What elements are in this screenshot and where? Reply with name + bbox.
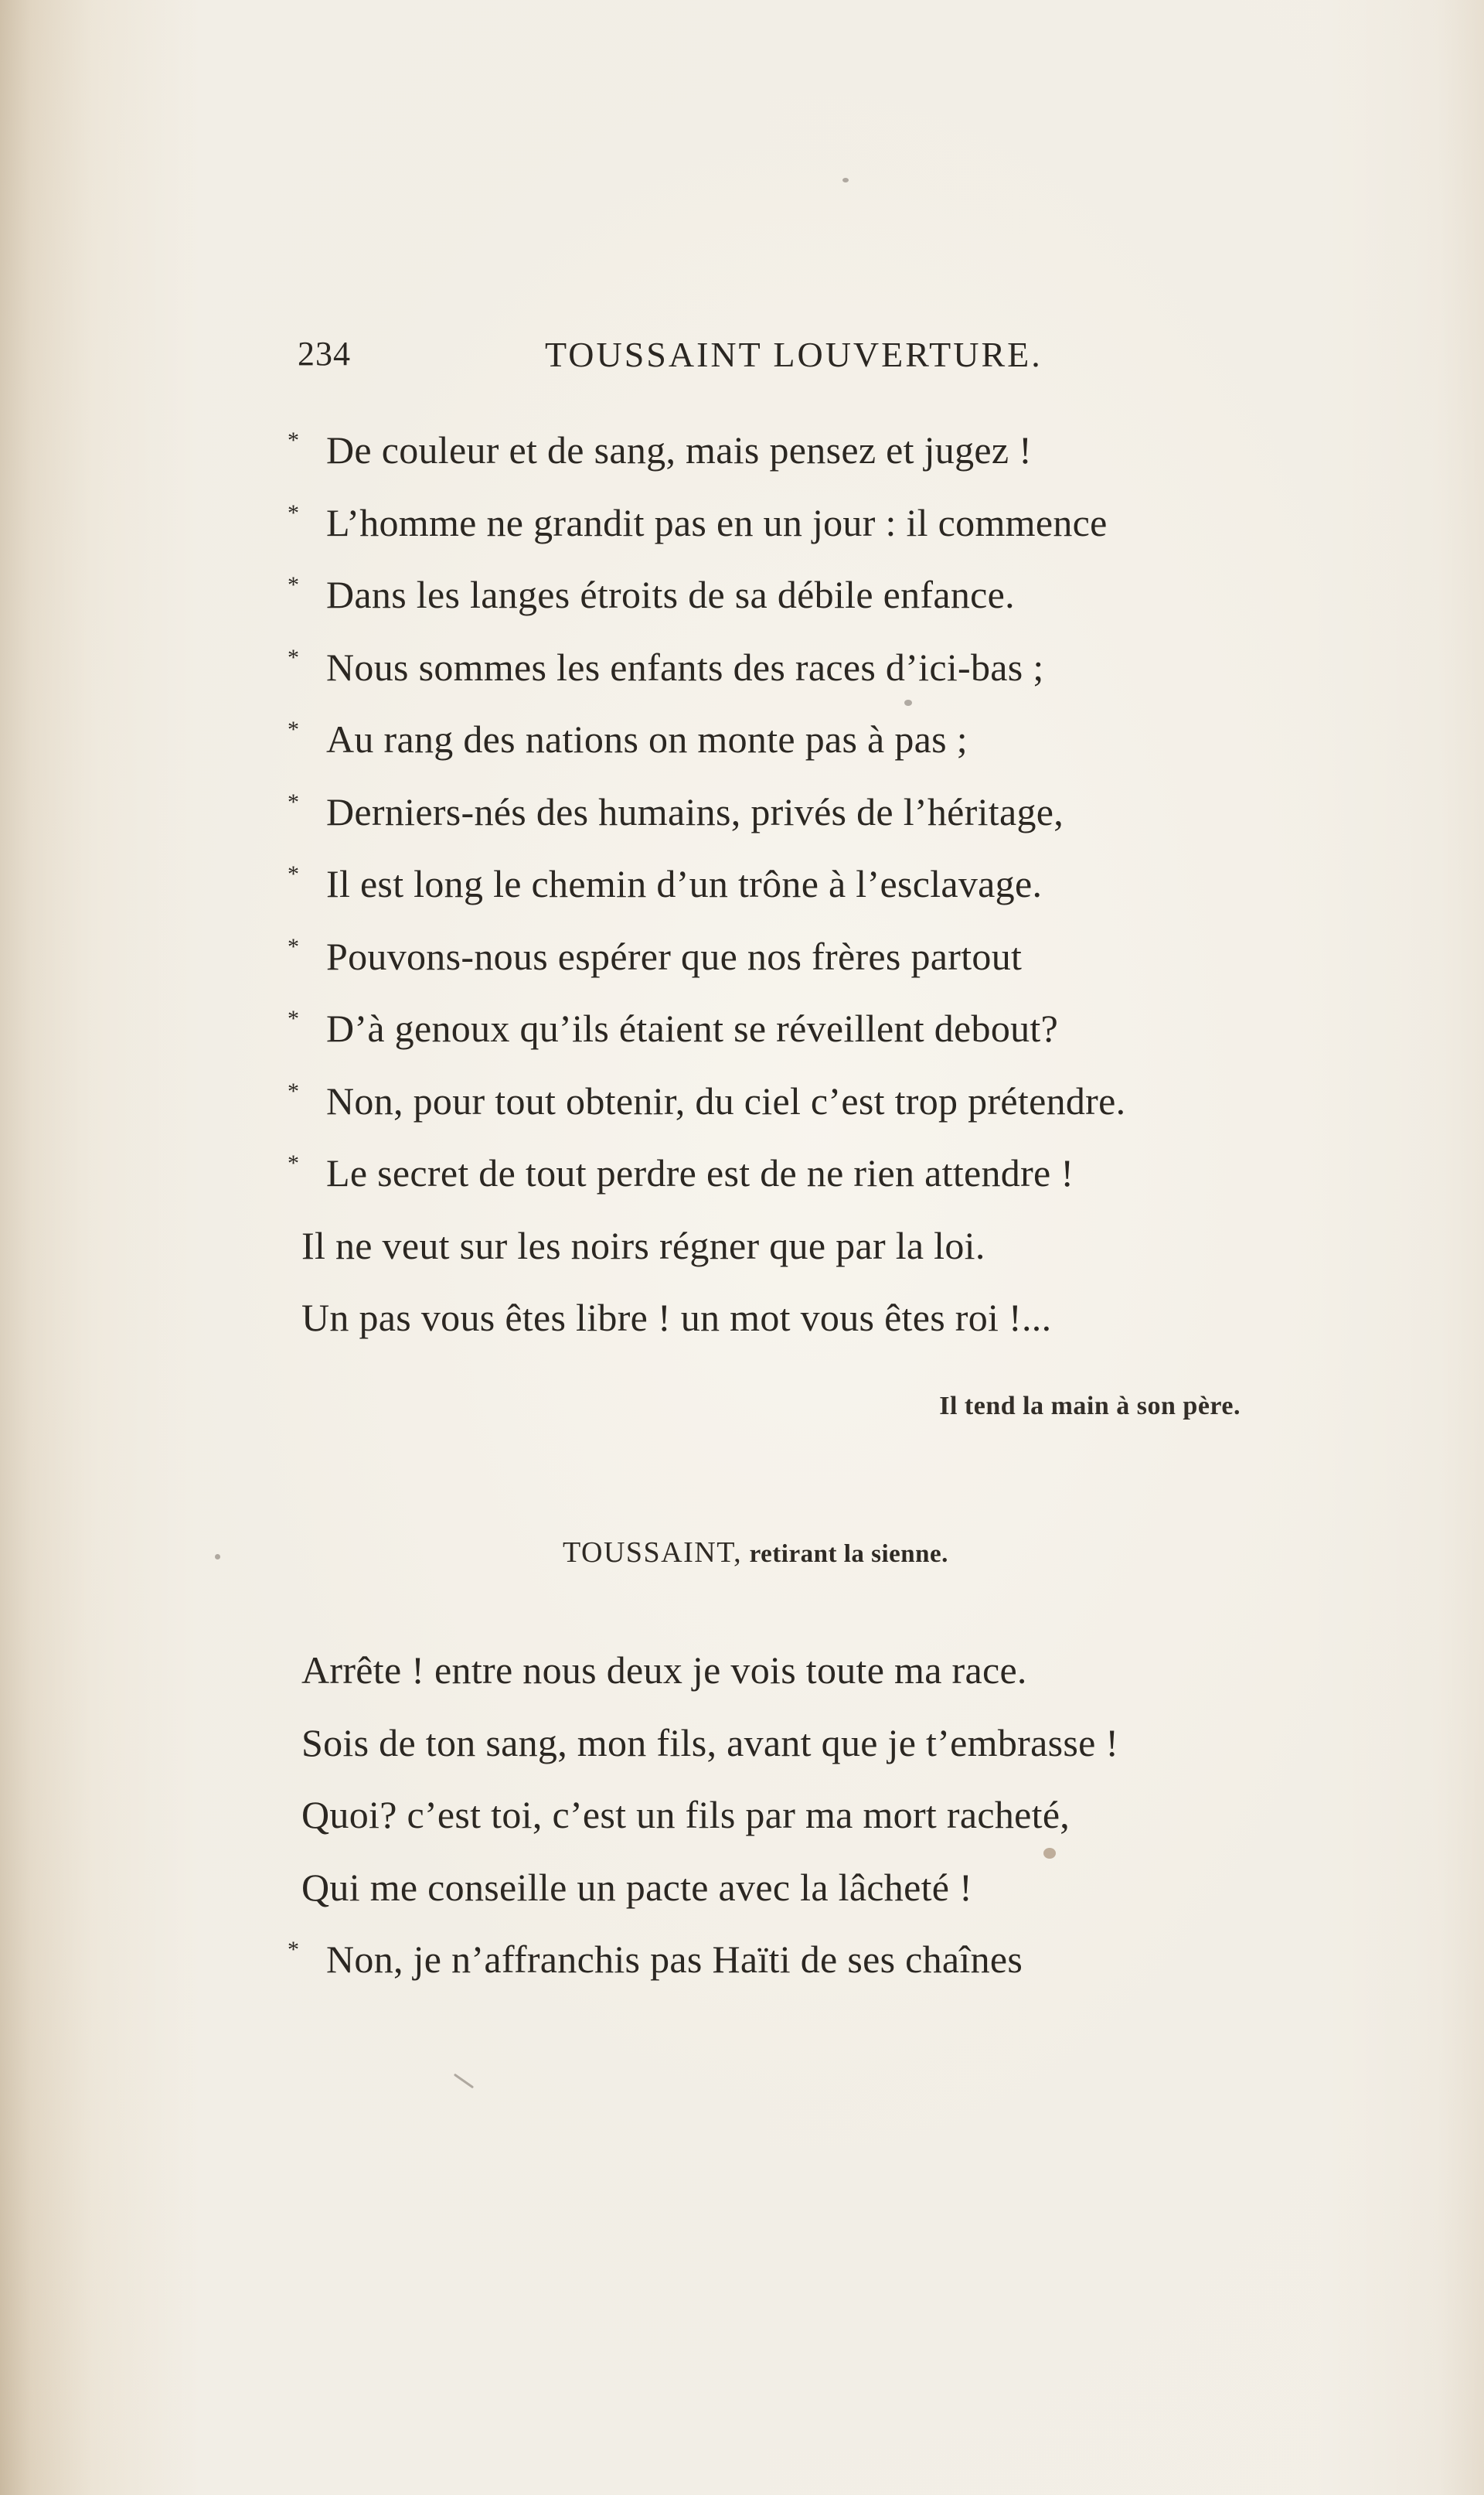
verse-line	[288, 571, 1292, 644]
verse-text: Quoi? c’est toi, c’est un fils par ma mort racheté,	[301, 1793, 1070, 1836]
paper-speck	[904, 700, 912, 706]
verse-marker: *	[288, 1006, 300, 1031]
verse-line	[288, 933, 1292, 1006]
verse-text: Un pas vous êtes libre ! un mot vous êtes roi !...	[301, 1296, 1052, 1339]
verse-marker: *	[288, 1937, 300, 1962]
verse-text: Pouvons-nous espérer que nos frères partout	[326, 934, 1023, 978]
verse-line	[288, 1078, 1292, 1150]
verse-line	[288, 1222, 1292, 1295]
verse-line	[288, 1936, 1292, 2009]
verse-text: Arrête ! entre nous deux je vois toute ma race.	[301, 1648, 1027, 1692]
verse-text: Nous sommes les enfants des races d’ici-bas ;	[326, 645, 1044, 689]
verse-text: Qui me conseille un pacte avec la lâcheté !	[301, 1865, 973, 1909]
verse-text: Sois de ton sang, mon fils, avant que je t’embrasse !	[301, 1720, 1119, 1764]
paper-speck	[1043, 1848, 1056, 1859]
verse-text: Dans les langes étroits de sa débile enfance.	[326, 573, 1015, 616]
paper-speck	[454, 2074, 474, 2089]
verse-block	[288, 427, 1292, 1367]
verse-marker: *	[288, 717, 300, 742]
paper-speck	[842, 178, 849, 182]
verse-marker: *	[288, 1078, 300, 1104]
verse-line	[288, 1005, 1292, 1078]
paper-speck	[215, 1554, 220, 1559]
verse-marker: *	[288, 428, 300, 453]
verse-line	[288, 716, 1292, 789]
verse-block	[288, 1647, 1292, 2009]
running-title: TOUSSAINT LOUVERTURE.	[545, 335, 1043, 374]
verse-text: Il est long le chemin d’un trône à l’esclavage.	[326, 862, 1043, 905]
verse-line	[288, 1647, 1292, 1720]
verse-line	[288, 1720, 1292, 1792]
speaker-direction: retirant la sienne.	[749, 1540, 948, 1568]
verse-line	[288, 789, 1292, 861]
speaker-name: TOUSSAINT,	[563, 1536, 743, 1569]
verse-marker: *	[288, 644, 300, 670]
verse-text: Derniers-nés des humains, privés de l’héritage,	[326, 789, 1064, 833]
verse-text: Le secret de tout perdre est de ne rien attendre !	[326, 1151, 1074, 1195]
verse-text: Au rang des nations on monte pas à pas ;	[326, 717, 968, 761]
verse-marker: *	[288, 572, 300, 598]
verse-marker: *	[288, 789, 300, 815]
verse-line	[288, 1864, 1292, 1937]
verse-marker: *	[288, 499, 300, 526]
verse-text: D’à genoux qu’ils étaient se réveillent debout?	[326, 1007, 1059, 1050]
page-header	[298, 334, 1086, 380]
verse-marker: *	[288, 933, 300, 959]
page-number: 234	[298, 335, 351, 373]
verse-line	[288, 1791, 1292, 1864]
verse-text: Non, je n’affranchis pas Haïti de ses chaînes	[326, 1938, 1023, 1981]
verse-line	[288, 1150, 1292, 1222]
verse-text: De couleur et de sang, mais pensez et jugez !	[326, 428, 1033, 472]
verse-text: Non, pour tout obtenir, du ciel c’est trop prétendre.	[326, 1079, 1126, 1123]
verse-line	[288, 861, 1292, 933]
verse-marker: *	[288, 1150, 300, 1176]
verse-line	[288, 644, 1292, 717]
verse-text: Il ne veut sur les noirs régner que par la loi.	[301, 1223, 985, 1267]
stage-direction: Il tend la main à son père.	[939, 1392, 1241, 1420]
verse-line	[288, 427, 1292, 499]
verse-line	[288, 499, 1292, 572]
verse-marker: *	[288, 861, 300, 887]
verse-line	[288, 1294, 1292, 1367]
speaker-heading	[563, 1536, 948, 1570]
verse-text: L’homme ne grandit pas en un jour : il commence	[326, 500, 1108, 544]
